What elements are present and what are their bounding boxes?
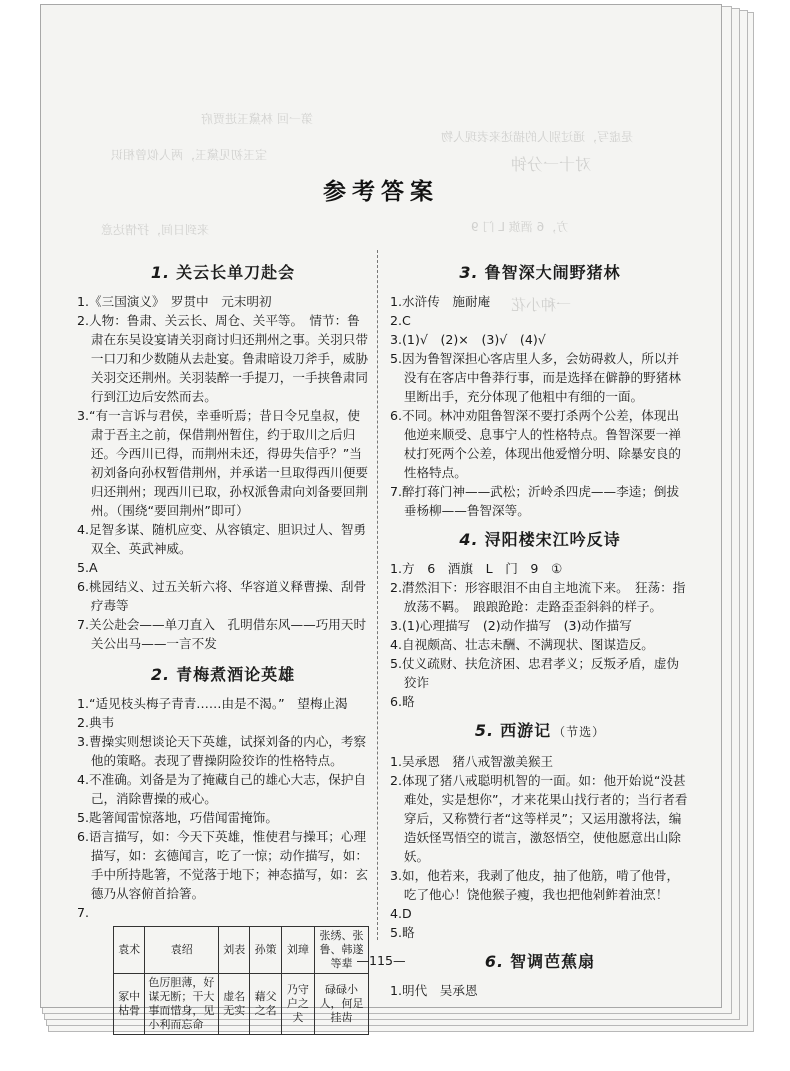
answer-item: 1.明代 吴承恩 (390, 983, 478, 998)
answer-item: 6.桃园结义、过五关斩六将、华容道义释曹操、刮骨疗毒等 (77, 579, 367, 613)
answer-item: 1.《三国演义》 罗贯中 元末明初 (77, 294, 272, 309)
answer-item: 2.人物：鲁肃、关云长、周仓、关平等。 情节：鲁肃在东吴设宴请关羽商讨归还荆州之事。关羽只带一口刀和少数随从去赴宴。鲁肃暗设刀斧手，威胁关羽交还荆州。关羽装醉一手提刀，一手挟鲁肃同行到江边后安然而去。 (77, 313, 368, 404)
answer-item: 2.体现了猪八戒聪明机智的一面。如：他开始说“没甚难处，实是想你”，才来花果山找行者的；当行者看穿后，又称赞行者“这等样灵”；又运用激将法，编造妖怪骂悟空的谎言，激怒悟空，使他愿意出山除妖。 (390, 773, 688, 864)
column-divider (377, 250, 378, 940)
section-heading-1 (77, 263, 369, 282)
bleed-through-text: 一种小花 (511, 296, 572, 314)
answer-item: 5.因为鲁智深担心客店里人多，会妨碍救人，所以并没有在客店中鲁莽行事，而是选择在僻静的野猪林里断出手，充分体现了他粗中有细的一面。 (390, 351, 681, 404)
section-title: 西游记 (500, 721, 552, 740)
section-note: （节选） (553, 725, 606, 739)
section-heading-3 (390, 263, 690, 282)
page-number: —115— (356, 953, 406, 968)
answer-item: 3.如，他若来，我剥了他皮，抽了他筋，啃了他骨，吃了他心！饶他猴子瘦，我也把他剁鲊着油烹！ (390, 868, 680, 902)
table-cell: 碌碌小人，何足挂齿 (314, 974, 368, 1035)
answer-item: 3.曹操实则想谈论天下英雄，试探刘备的内心，考察他的策略。表现了曹操阴险狡诈的性格特点。 (77, 734, 367, 768)
bleed-through-text: 对十一分钟 (511, 155, 592, 174)
answer-item: 3.(1)√ (2)× (3)√ (4)√ (390, 332, 546, 347)
section-number: 1. (150, 263, 171, 282)
bleed-through-text: 是虚写，通过别人的描述来表现人物 (441, 130, 634, 144)
answer-item: 6.略 (390, 694, 415, 709)
answer-item: 1.水浒传 施耐庵 (390, 294, 491, 309)
section-number: 4. (459, 530, 479, 549)
answer-item: 5.匙箸闻雷惊落地，巧借闻雷掩饰。 (77, 810, 278, 825)
answer-item: 6.不同。林冲劝阻鲁智深不要打杀两个公差，体现出他逆来顺受、息事宁人的性格特点。鲁智深要一禅杖打死两个公差，体现出他爱憎分明、除暴安良的性格特点。 (390, 408, 681, 480)
section-number: 6. (484, 952, 505, 971)
answer-item: 1.吴承恩 猪八戒智激美猴王 (390, 754, 554, 769)
table-cell: 色厉胆薄，好谋无断；干大事而惜身，见小利而忘命 (145, 974, 219, 1035)
section-title: 智调芭蕉扇 (510, 952, 596, 971)
section-heading-4 (390, 530, 690, 549)
answer-item: 1.“适见枝头梅子青青……由是不渴。” 望梅止渴 (77, 696, 348, 711)
table-header-cell: 袁绍 (145, 927, 219, 974)
answer-item: 4.自视颇高、壮志未酬、不满现状、图谋造反。 (390, 637, 654, 652)
answer-item: 3.“有一言诉与君侯，幸垂听焉；昔日令兄皇叔，使肃于吾主之前，保借荆州暂住，约于取川之后归还。今西川已得，而荆州未还，得毋失信乎？”当初刘备向孙权暂借荆州，并承诺一旦取得西川便要归还荆州；现西川已取，孙权派鲁肃向刘备要回荆州。（围绕“要回荆州”即可） (77, 408, 368, 518)
table-header-cell: 刘璋 (281, 927, 314, 974)
section-title: 青梅煮酒论英雄 (176, 665, 296, 684)
answer-item: 5.略 (390, 925, 415, 940)
section-number: 2. (150, 665, 171, 684)
answer-item: 7.醉打蒋门神——武松；沂岭杀四虎——李逵；倒拔垂杨柳——鲁智深等。 (390, 484, 680, 518)
page-title: 参考答案 (323, 179, 439, 205)
answer-item: 6.语言描写，如：今天下英雄，惟使君与操耳；心理描写，如：玄德闻言，吃了一惊；动作描写，如：手中所持匙箸，不觉落于地下；神态描写，如：玄德乃从容俯首拾箸。 (77, 829, 368, 901)
table-row (114, 974, 369, 1035)
section-number: 3. (459, 263, 479, 282)
table-header-cell: 刘表 (219, 927, 250, 974)
bleed-through-text: 来到日间，抒情达意 (101, 223, 210, 237)
answer-item-label: 7. (77, 905, 90, 920)
section-heading-2 (77, 665, 369, 684)
answer-page (40, 4, 722, 1031)
bleed-through-text: 第一回 林黛玉进贾府 (201, 112, 313, 126)
answer-item: 1.方 6 酒旗 L 门 9 ① (390, 561, 563, 576)
table-cell: 虚名无实 (219, 974, 250, 1035)
answer-item: 4.不准确。刘备是为了掩藏自己的雄心大志，保护自己，消除曹操的戒心。 (77, 772, 367, 806)
table-cell: 乃守户之犬 (281, 974, 314, 1035)
right-column (390, 257, 690, 1000)
section-title: 鲁智深大闹野猪林 (484, 263, 621, 282)
answer-item: 5.A (77, 560, 98, 575)
table-header-cell: 张绣、张鲁、韩遂等辈 (314, 927, 368, 974)
answer-item: 4.足智多谋、随机应变、从容镇定、胆识过人、智勇双全、英武神威。 (77, 522, 367, 556)
bleed-through-text: 宝玉初见黛玉，两人似曾相识 (111, 148, 268, 162)
answer-item: 5.仗义疏财、扶危济困、忠君孝义；反叛矛盾，虚伪狡诈 (390, 656, 680, 690)
answer-item: 3.(1)心理描写 (2)动作描写 (3)动作描写 (390, 618, 632, 633)
table-header-cell: 袁术 (114, 927, 145, 974)
answer-item: 2.C (390, 313, 411, 328)
table-header-cell: 孙策 (250, 927, 281, 974)
answer-item: 2.典韦 (77, 715, 115, 730)
section-title: 浔阳楼宋江吟反诗 (484, 530, 621, 549)
section-number: 5. (474, 721, 495, 740)
table-cell: 藉父之名 (250, 974, 281, 1035)
bleed-through-text: 方，6 酒旗 L 门 9 (471, 220, 569, 234)
answer-item: 4.D (390, 906, 412, 921)
section-title: 关云长单刀赴会 (176, 263, 296, 282)
table-cell: 冢中枯骨 (114, 974, 145, 1035)
answer-item: 2.潸然泪下：形容眼泪不由自主地流下来。 狂荡：指放荡不羁。 踉踉跄跄：走路歪歪斜斜的样子。 (390, 580, 686, 614)
answer-item: 7.关公赴会——单刀直入 孔明借东风——巧用天时 关公出马——一言不发 (77, 617, 379, 651)
section-heading-5 (390, 721, 690, 742)
left-column (77, 257, 379, 1035)
answer-table (113, 926, 369, 1035)
